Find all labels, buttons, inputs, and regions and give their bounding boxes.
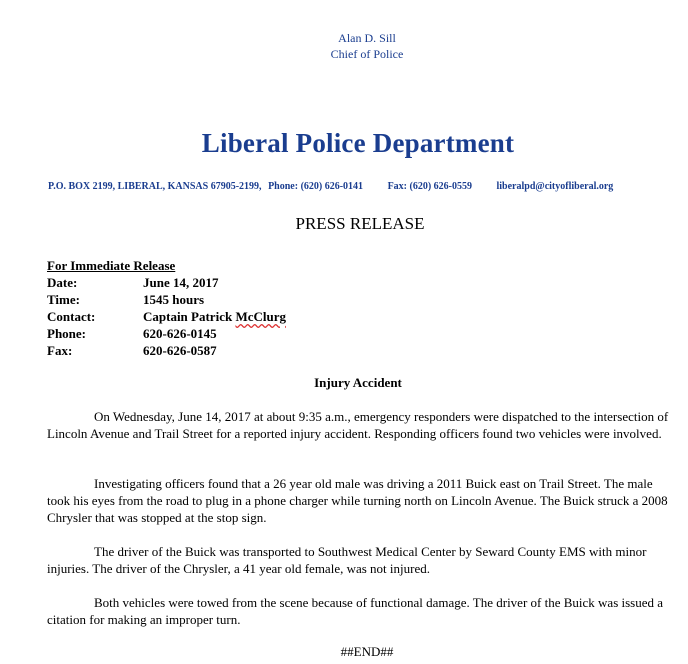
release-info: [47, 257, 286, 359]
contact-first: Captain Patrick: [143, 309, 236, 324]
field-value: [143, 308, 286, 325]
chief-title: Chief of Police: [330, 47, 404, 61]
field-value: 620-626-0145: [143, 326, 217, 341]
address: P.O. BOX 2199, LIBERAL, KANSAS 67905-2199,: [48, 181, 262, 192]
release-row-phone: [47, 325, 286, 342]
field-label: Contact:: [47, 309, 96, 324]
field-label: Date:: [47, 275, 78, 290]
department-name: Liberal Police Department: [201, 128, 515, 158]
release-row-contact: [47, 308, 286, 325]
field-value: 1545 hours: [143, 292, 205, 307]
release-row-date: [47, 274, 286, 291]
release-heading: For Immediate Release: [47, 258, 176, 273]
end-marker: ##END##: [340, 644, 394, 659]
field-label: Time:: [47, 292, 80, 307]
email-link[interactable]: liberalpd@cityofliberal.org: [496, 181, 614, 192]
phone-main: Phone: (620) 626-0141: [268, 181, 364, 192]
chief-name: Alan D. Sill: [338, 31, 396, 45]
fax-main: Fax: (620) 626-0559: [387, 181, 472, 192]
field-label: Fax:: [47, 343, 73, 358]
body-paragraph: On Wednesday, June 14, 2017 at about 9:35 a.m., emergency responders were dispatched to the intersection of Lincoln Avenue and Trail Street for a reported injury accident. Responding officers found two vehicles were involved.: [47, 409, 669, 441]
release-row-time: [47, 291, 286, 308]
field-value: June 14, 2017: [143, 275, 219, 290]
body-paragraph: Both vehicles were towed from the scene because of functional damage. The driver of the Buick was issued a citation for making an improper turn.: [47, 595, 664, 627]
body-paragraph: Investigating officers found that a 26 year old male was driving a 2011 Buick east on Trail Street. The male took his eyes from the road to plug in a phone charger while turning north on Lincoln Avenue. The Buick struck a 2008 Chrysler that was stopped at the stop sign.: [47, 476, 668, 525]
field-label: Phone:: [47, 326, 86, 341]
field-value: 620-626-0587: [143, 343, 217, 358]
headline: Injury Accident: [314, 375, 402, 390]
contact-surname: McClurg: [235, 309, 286, 324]
document-title: PRESS RELEASE: [295, 214, 425, 233]
release-row-fax: [47, 342, 286, 359]
body-paragraph: The driver of the Buick was transported to Southwest Medical Center by Seward County EMS with minor injuries. The driver of the Chrysler, a 41 year old female, was not injured.: [47, 544, 647, 576]
contact-line: [48, 181, 613, 192]
